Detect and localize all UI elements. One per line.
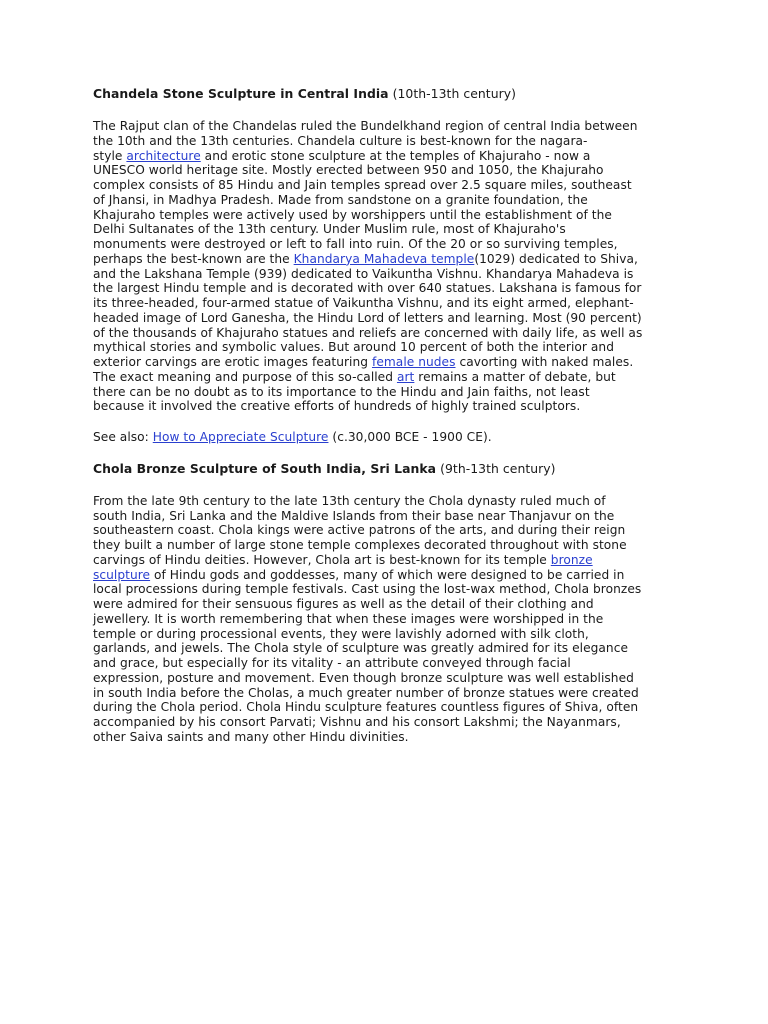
link-sculpture[interactable]: sculpture: [93, 567, 151, 582]
text-run: jewellery. It is worth remembering that when these images were worshipped in the: [93, 611, 604, 626]
text-run: perhaps the best-known are the: [93, 251, 294, 266]
text-line: [93, 281, 693, 296]
text-run: during the Chola period. Chola Hindu sculpture features countless figures of Shiva, often: [93, 700, 639, 715]
text-line: [93, 399, 693, 414]
text-run: headed image of Lord Ganesha, the Hindu Lord of letters and learning. Most (90 percent): [93, 310, 642, 325]
text-run: because it involved the creative efforts of hundreds of highly trained sculptors.: [93, 399, 581, 414]
section-dates: (9th-13th century): [440, 460, 556, 476]
text-run: cavorting with naked males.: [455, 355, 634, 369]
text-line: [93, 370, 693, 385]
see-also-prefix: See also:: [93, 430, 153, 444]
text-run: were admired for their sensuous figures as well as the detail of their clothing and: [93, 597, 594, 611]
text-line: [93, 193, 693, 208]
text-line: [93, 671, 693, 686]
text-run: monuments were destroyed or left to fall into ruin. Of the 20 or so surviving temples,: [93, 237, 618, 251]
see-also-line: [93, 430, 693, 445]
link-khandarya-mahadeva-temple[interactable]: Khandarya Mahadeva temple: [293, 251, 475, 266]
text-line: [93, 700, 693, 715]
text-run: the 10th and the 13th centuries. Chandela culture is best-known for the nagara-: [93, 133, 588, 148]
text-line: [93, 163, 693, 178]
text-line: [93, 597, 693, 612]
text-run: the largest Hindu temple and is decorated with over 640 statues. Lakshana is famous for: [93, 281, 642, 296]
link-female-nudes[interactable]: female nudes: [371, 355, 456, 369]
section-heading-chandela: [93, 86, 693, 102]
link-how-to-appreciate-sculpture[interactable]: How to Appreciate Sculpture: [152, 430, 329, 444]
text-line: [93, 267, 693, 282]
text-line: [93, 612, 693, 627]
text-line: [93, 523, 693, 538]
text-run: in south India before the Cholas, a much greater number of bronze statues were created: [93, 685, 639, 700]
text-run: garlands, and jewels. The Chola style of sculpture was greatly admired for its elegance: [93, 641, 629, 656]
link-bronze[interactable]: bronze: [550, 552, 593, 567]
link-art[interactable]: art: [396, 369, 415, 384]
section-dates: (10th-13th century): [392, 86, 517, 101]
text-line: [93, 296, 693, 311]
text-run: there can be no doubt as to its importance to the Hindu and Jain faiths, not least: [93, 384, 590, 399]
text-run: and the Lakshana Temple (939) dedicated to Vaikuntha Vishnu. Khandarya Mahadeva is: [93, 266, 634, 281]
text-run: south India, Sri Lanka and the Maldive Islands from their base near Thanjavur on the: [93, 508, 615, 523]
section-title: Chola Bronze Sculpture of South India, Sri Lanka: [93, 460, 437, 476]
text-line: [93, 656, 693, 671]
text-run: Delhi Sultanates of the 13th century. Under Muslim rule, most of Khajuraho's: [93, 222, 566, 237]
text-line: [93, 494, 693, 509]
text-line: [93, 326, 693, 341]
paragraph-chandela: [93, 119, 693, 414]
text-run: its three-headed, four-armed statue of Vaikuntha Vishnu, and its eight armed, elephant-: [93, 296, 634, 310]
text-line: [93, 715, 693, 730]
text-run: Khajuraho temples were actively used by worshippers until the establishment of the: [93, 207, 612, 222]
text-line: [93, 553, 693, 568]
text-run: they built a number of large stone temple complexes decorated throughout with stone: [93, 538, 627, 552]
text-run: carvings of Hindu deities. However, Chola art is best-known for its temple: [93, 552, 551, 567]
text-run: other Saiva saints and many other Hindu divinities.: [93, 729, 409, 744]
text-run: southeastern coast. Chola kings were active patrons of the arts, and during their reign: [93, 523, 626, 538]
text-line: [93, 538, 693, 553]
text-line: [93, 355, 693, 370]
text-run: remains a matter of debate, but: [414, 369, 616, 384]
text-line: [93, 385, 693, 400]
text-line: [93, 730, 693, 745]
text-run: mythical stories and symbolic values. But around 10 percent of both the interior and: [93, 340, 614, 355]
text-line: [93, 686, 693, 701]
text-line: [93, 568, 693, 583]
text-line: [93, 222, 693, 237]
see-also-suffix: (c.30,000 BCE - 1900 CE).: [328, 430, 492, 444]
text-run: temple or during processional events, they were lavishly adorned with silk cloth,: [93, 626, 589, 641]
text-line: [93, 627, 693, 642]
link-architecture[interactable]: architecture: [126, 148, 201, 163]
text-line: [93, 509, 693, 524]
text-line: [93, 149, 693, 164]
text-run: UNESCO world heritage site. Mostly erected between 950 and 1050, the Khajuraho: [93, 163, 604, 178]
text-run: exterior carvings are erotic images featuring: [93, 355, 372, 369]
text-run: complex consists of 85 Hindu and Jain temples spread over 2.5 square miles, southeast: [93, 178, 632, 192]
text-line: [93, 237, 693, 252]
text-line: [93, 119, 693, 134]
text-line: [93, 311, 693, 326]
text-run: of Hindu gods and goddesses, many of which were designed to be carried in: [150, 567, 625, 582]
text-line: [93, 178, 693, 193]
paragraph-chola: [93, 494, 693, 745]
text-run: and grace, but especially for its vitality - an attribute conveyed through facial: [93, 656, 571, 670]
text-line: [93, 134, 693, 149]
document-page: [93, 86, 693, 761]
text-line: [93, 208, 693, 223]
text-run: of the thousands of Khajuraho statues and reliefs are concerned with daily life, as well as: [93, 325, 643, 340]
text-run: accompanied by his consort Parvati; Vishnu and his consort Lakshmi; the Nayanmars,: [93, 715, 621, 729]
section-heading-chola: [93, 461, 693, 477]
text-line: [93, 340, 693, 355]
section-title: Chandela Stone Sculpture in Central India: [93, 86, 389, 101]
text-run: and erotic stone sculpture at the temples of Khajuraho - now a: [200, 148, 591, 163]
text-run: style: [93, 148, 127, 163]
text-run: local processions during temple festivals. Cast using the lost-wax method, Chola bronzes: [93, 582, 642, 597]
text-run: The Rajput clan of the Chandelas ruled the Bundelkhand region of central India between: [93, 119, 638, 133]
text-run: of Jhansi, in Madhya Pradesh. Made from sandstone on a granite foundation, the: [93, 192, 588, 207]
text-run: From the late 9th century to the late 13th century the Chola dynasty ruled much of: [93, 493, 606, 508]
text-line: [93, 252, 693, 267]
text-run: The exact meaning and purpose of this so-called: [93, 369, 397, 384]
text-line: [93, 641, 693, 656]
text-line: [93, 582, 693, 597]
text-run: (1029) dedicated to Shiva,: [474, 251, 638, 266]
text-run: expression, posture and movement. Even though bronze sculpture was well established: [93, 670, 634, 685]
